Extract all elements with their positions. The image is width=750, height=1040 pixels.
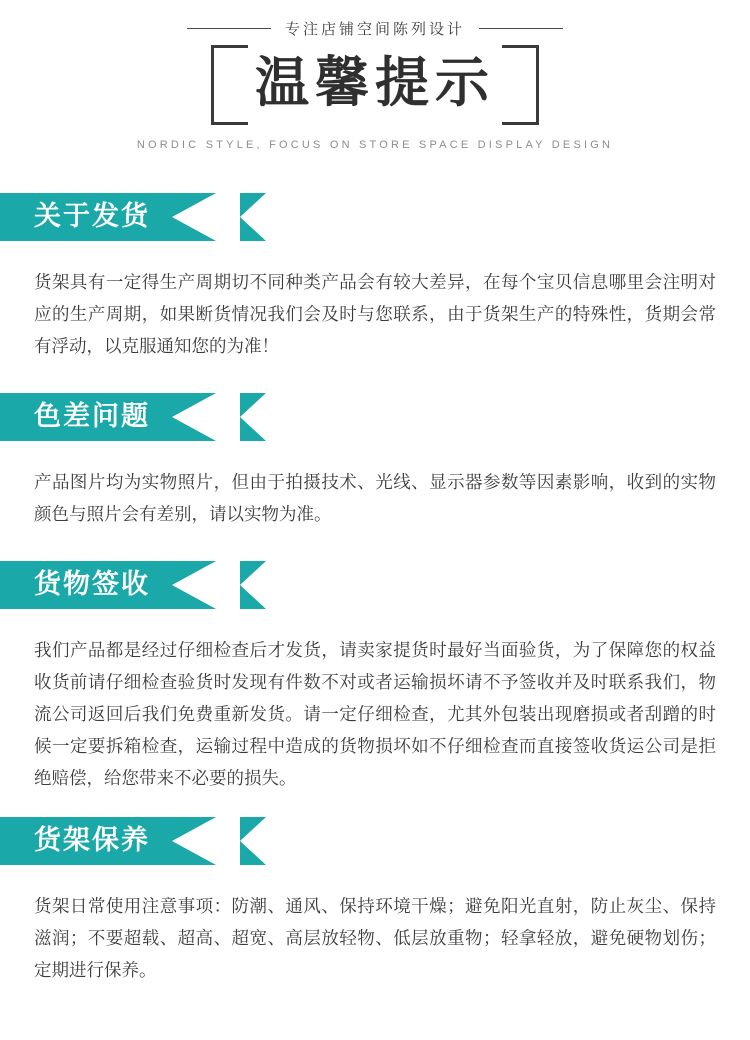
section-body: 产品图片均为实物照片，但由于拍摄技术、光线、显示器参数等因素影响，收到的实物颜色与照片会有差别，请以实物为准。: [34, 473, 716, 525]
section-body: 货架具有一定得生产周期切不同种类产品会有较大差异，在每个宝贝信息哪里会注明对应的生产周期，如果断货情况我们会及时与您联系，由于货架生产的特殊性，货期会常有浮动，以克服通知您的为准！: [34, 273, 716, 357]
section-goods-receipt: [0, 561, 750, 795]
spacer: [0, 795, 750, 817]
section-heading-label: 关于发货: [0, 193, 172, 241]
section-color-difference: [0, 393, 750, 531]
title-frame: [211, 45, 539, 125]
section-heading-bar: [0, 817, 750, 865]
eyebrow-rule-right: [479, 28, 563, 29]
ribbon-arrow-icon: [240, 817, 266, 865]
section-heading-bar: [0, 561, 750, 609]
section-heading-label: 色差问题: [0, 393, 172, 441]
section-shelf-maintenance: [0, 817, 750, 987]
section-heading-label: 货物签收: [0, 561, 172, 609]
eyebrow-rule-left: [187, 28, 271, 29]
header-eyebrow: 专注店铺空间陈列设计: [284, 20, 465, 38]
ribbon-arrow-icon: [240, 393, 266, 441]
section-body: 我们产品都是经过仔细检查后才发货，请卖家提货时最好当面验货，为了保障您的权益收货前请仔细检查验货时发现有件数不对或者运输损坏请不予签收并及时联系我们，物流公司返回后我们免费重新发货。请一定仔细检查，尤其外包装出现磨损或者刮蹭的时候一定要拆箱检查，运输过程中造成的货物损坏如不仔细检查而直接签收货运公司是拒绝赔偿，给您带来不必要的损失。: [34, 641, 716, 789]
header-eyebrow-row: [0, 18, 750, 39]
section-heading-label: 货架保养: [0, 817, 172, 865]
ribbon-arrow-icon: [240, 561, 266, 609]
page-header: [0, 0, 750, 151]
notice-sections: [0, 193, 750, 987]
page-title: 温馨提示: [255, 51, 495, 114]
spacer: [0, 363, 750, 393]
section-heading-bar: [0, 393, 750, 441]
section-heading-bar: [0, 193, 750, 241]
section-shipping: [0, 193, 750, 363]
section-body: 货架日常使用注意事项：防潮、通风、保持环境干燥；避免阳光直射，防止灰尘、保持滋润；不要超载、超高、超宽、高层放轻物、低层放重物；轻拿轻放，避免硬物划伤；定期进行保养。: [34, 897, 716, 981]
header-subtitle: NORDIC STYLE, FOCUS ON STORE SPACE DISPLAY DESIGN: [136, 139, 614, 151]
ribbon-arrow-icon: [240, 193, 266, 241]
spacer: [0, 531, 750, 561]
